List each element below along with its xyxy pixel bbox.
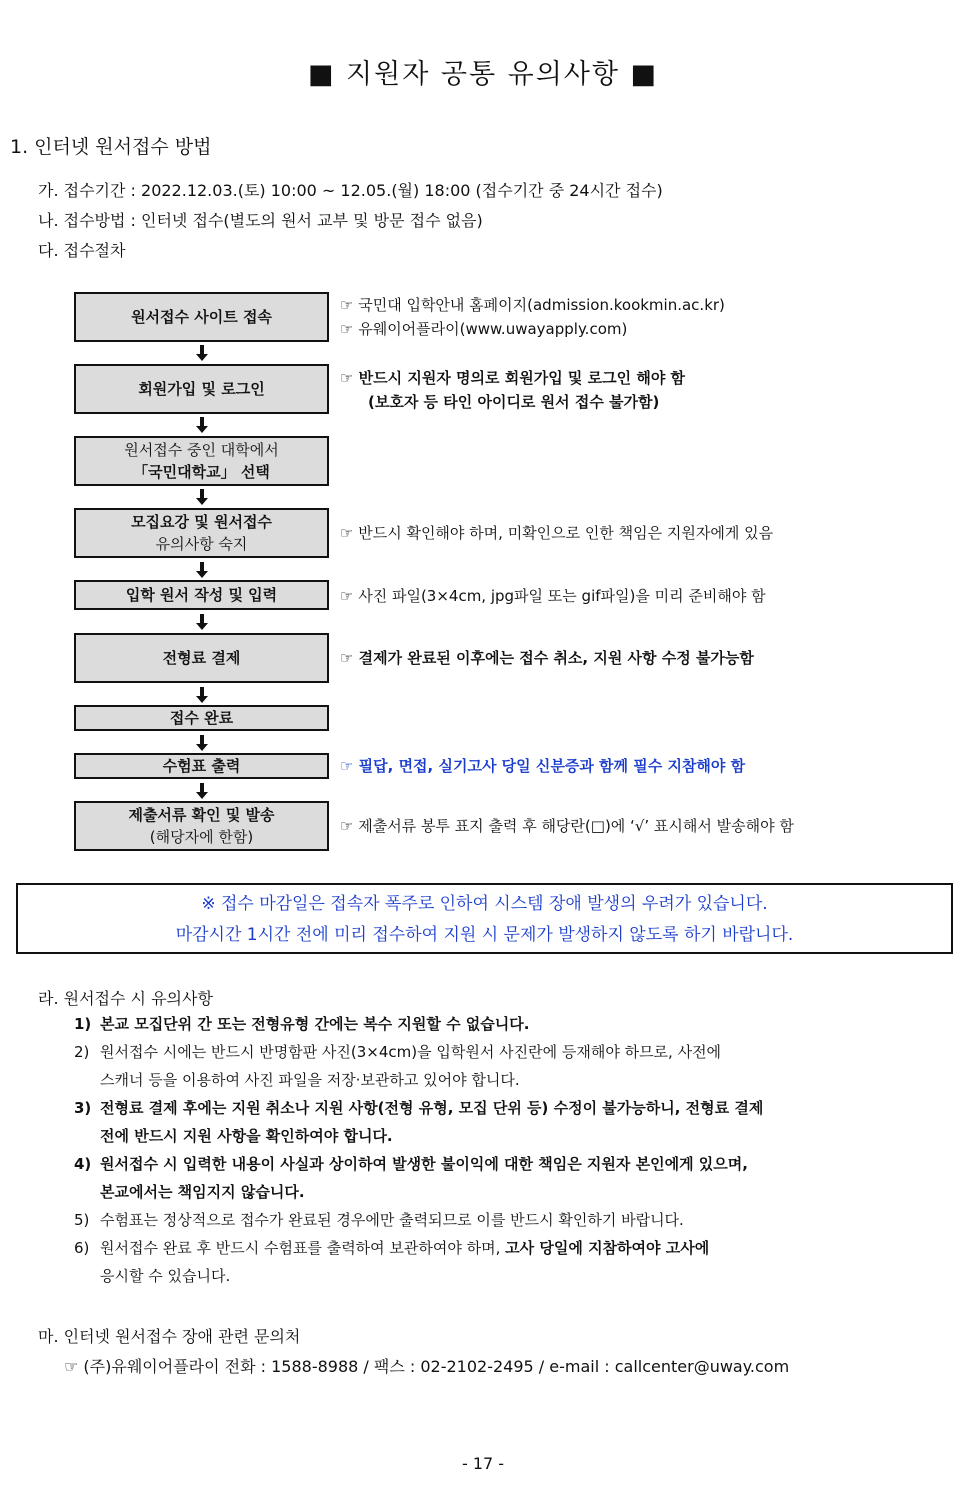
rule-number: 2) <box>74 1043 90 1061</box>
down-arrow-icon <box>196 614 208 630</box>
rule-text: 응시할 수 있습니다. <box>100 1267 231 1285</box>
rule-text: 원서접수 시 입력한 내용이 사실과 상이하여 발생한 불이익에 대한 책임은 지원자 본인에게 있으며, <box>100 1155 748 1173</box>
notice-line: 마감시간 1시간 전에 미리 접수하여 지원 시 문제가 발생하지 않도록 하기 바랍니다. <box>175 925 794 945</box>
flow-step-label: 회원가입 및 로그인 <box>138 380 265 398</box>
rule-text: 전에 반드시 지원 사항을 확인하여야 합니다. <box>100 1127 393 1145</box>
rule-text: 스캐너 등을 이용하여 사진 파일을 저장·보관하고 있어야 합니다. <box>100 1071 520 1089</box>
flow-step-label: 유의사항 숙지 <box>155 535 248 553</box>
note-uwayapply: ☞ 유웨이어플라이(www.uwayapply.com) <box>340 320 628 338</box>
note-signup-own-name: ☞ 반드시 지원자 명의로 회원가입 및 로그인 해야 함 <box>340 369 686 387</box>
note-must-confirm: ☞ 반드시 확인해야 하며, 미확인으로 인한 책임은 지원자에게 있음 <box>340 524 774 542</box>
flow-step-label: 모집요강 및 원서접수 <box>131 513 272 531</box>
page-number: - 17 - <box>461 1454 505 1473</box>
notice-line: ※ 접수 마감일은 접속자 폭주로 인하여 시스템 장애 발생의 우려가 있습니다. <box>201 894 768 914</box>
rule-text: 원서접수 시에는 반드시 반명함판 사진(3×4cm)을 입학원서 사진란에 등재해야 하므로, 사전에 <box>100 1043 722 1061</box>
rule-number: 1) <box>74 1015 92 1033</box>
rule-text: 전형료 결제 후에는 지원 취소나 지원 사항(전형 유형, 모집 단위 등) 수정이 불가능하니, 전형료 결제 <box>100 1099 764 1117</box>
flow-step-label: 원서접수 중인 대학에서 <box>124 441 279 459</box>
down-arrow-icon <box>196 783 208 799</box>
note-no-guardian-id: (보호자 등 타인 아이디로 원서 접수 불가함) <box>368 393 660 411</box>
rule-text: 본교 모집단위 간 또는 전형유형 간에는 복수 지원할 수 없습니다. <box>100 1015 530 1033</box>
item-application-procedure: 다. 접수절차 <box>38 241 126 260</box>
down-arrow-icon <box>196 562 208 578</box>
rule-text-part: 원서접수 완료 후 반드시 수험표를 출력하여 보관하여야 하며, <box>100 1239 506 1257</box>
flow-step-label: 제출서류 확인 및 발송 <box>128 806 275 824</box>
page-title: ■ 지원자 공통 유의사항 ■ <box>307 59 659 90</box>
note-bring-id: ☞ 필답, 면접, 실기고사 당일 신분증과 함께 필수 지참해야 함 <box>340 757 746 775</box>
flow-step-label: 원서접수 사이트 접속 <box>131 308 272 326</box>
flow-step-label: 입학 원서 작성 및 입력 <box>125 586 278 604</box>
note-no-cancel-after-payment: ☞ 결제가 완료된 이후에는 접수 취소, 지원 사항 수정 불가능함 <box>340 649 754 667</box>
rule-item-3 <box>74 1094 764 1150</box>
section-heading-internet-application: 1. 인터넷 원서접수 방법 <box>10 136 212 158</box>
flow-step-payment <box>74 633 329 683</box>
flow-step-label: 전형료 결제 <box>162 649 241 667</box>
flow-step-label: 「국민대학교」 선택 <box>133 463 270 481</box>
rule-text: 수험표는 정상적으로 접수가 완료된 경우에만 출력되므로 이를 반드시 확인하기 바랍니다. <box>100 1211 684 1229</box>
rule-text <box>100 1234 709 1262</box>
section-heading-contact: 마. 인터넷 원서접수 장애 관련 문의처 <box>38 1327 301 1346</box>
rule-text: 본교에서는 책임지지 않습니다. <box>100 1183 305 1201</box>
rule-number: 5) <box>74 1211 90 1229</box>
flow-step-label: 수험표 출력 <box>162 757 241 775</box>
down-arrow-icon <box>196 687 208 703</box>
item-application-period: 가. 접수기간 : 2022.12.03.(토) 10:00 ~ 12.05.(월) 18:00 (접수기간 중 24시간 접수) <box>38 181 663 200</box>
rule-item-2 <box>74 1038 722 1094</box>
rule-number: 4) <box>74 1155 92 1173</box>
rule-item-1 <box>74 1010 530 1038</box>
flow-step-label: (해당자에 한함) <box>149 828 254 846</box>
flow-step-select-university <box>74 436 329 486</box>
down-arrow-icon <box>196 345 208 361</box>
note-kookmin-homepage: ☞ 국민대 입학안내 홈페이지(admission.kookmin.ac.kr) <box>340 296 725 314</box>
flow-step-site-access <box>74 292 329 342</box>
rule-item-4 <box>74 1150 748 1206</box>
flow-step-label: 접수 완료 <box>169 709 234 727</box>
down-arrow-icon <box>196 735 208 751</box>
contact-info: ☞ (주)유웨이어플라이 전화 : 1588-8988 / 팩스 : 02-2102-2495 / e-mail : callcenter@uway.com <box>64 1357 790 1376</box>
flow-step-complete <box>74 705 329 731</box>
flow-step-submit-documents <box>74 801 329 851</box>
section-heading-precautions: 라. 원서접수 시 유의사항 <box>38 989 213 1008</box>
flow-step-print-ticket <box>74 753 329 779</box>
rule-text-emphasis: 고사 당일에 지참하여야 고사에 <box>505 1239 710 1257</box>
note-photo-file: ☞ 사진 파일(3×4cm, jpg파일 또는 gif파일)을 미리 준비해야 함 <box>340 587 766 605</box>
note-envelope-cover: ☞ 제출서류 봉투 표지 출력 후 해당란(□)에 ‘√’ 표시해서 발송해야 함 <box>340 817 794 835</box>
flow-step-signup-login <box>74 364 329 414</box>
rule-number: 6) <box>74 1239 90 1257</box>
flow-step-read-guidelines <box>74 508 329 558</box>
rule-item-5 <box>74 1206 684 1234</box>
down-arrow-icon <box>196 489 208 505</box>
down-arrow-icon <box>196 417 208 433</box>
rule-item-6 <box>74 1234 710 1290</box>
deadline-notice-box <box>16 883 953 954</box>
item-application-method: 나. 접수방법 : 인터넷 접수(별도의 원서 교부 및 방문 접수 없음) <box>38 211 483 230</box>
flow-step-fill-form <box>74 580 329 610</box>
rule-number: 3) <box>74 1099 92 1117</box>
